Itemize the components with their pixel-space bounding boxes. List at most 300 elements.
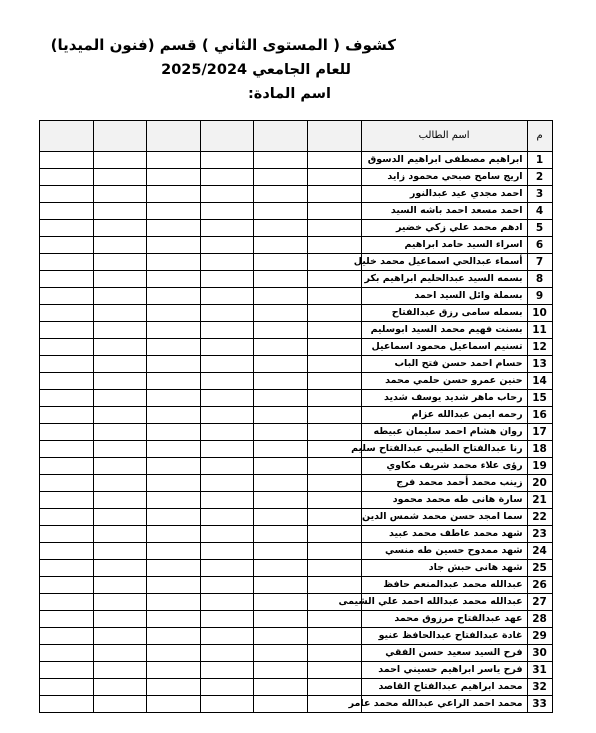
grade-cell[interactable] (147, 509, 201, 526)
student-name: زينب محمد أحمد محمد فرج (361, 475, 527, 492)
table-row (40, 696, 553, 713)
table-row (40, 305, 553, 322)
row-number: 23 (527, 526, 552, 543)
row-number: 30 (527, 645, 552, 662)
grade-cell[interactable] (93, 560, 147, 577)
grade-cell[interactable] (147, 560, 201, 577)
grade-cell[interactable] (254, 186, 308, 203)
grade-cell[interactable] (147, 662, 201, 679)
row-number: 29 (527, 628, 552, 645)
grade-cell[interactable] (254, 543, 308, 560)
student-name: شهد ممدوح حسين طه منسي (361, 543, 527, 560)
grade-cell[interactable] (40, 169, 94, 186)
grade-cell[interactable] (40, 203, 94, 220)
grade-cell[interactable] (307, 373, 361, 390)
grade-cell[interactable] (147, 220, 201, 237)
student-name: رحمه ايمن عبدالله عزام (361, 407, 527, 424)
student-name: بسمه السيد عبدالحليم ابراهيم بكر (361, 271, 527, 288)
grade-cell[interactable] (40, 390, 94, 407)
row-number: 7 (527, 254, 552, 271)
grade-cell[interactable] (40, 424, 94, 441)
table-row (40, 475, 553, 492)
grade-cell[interactable] (40, 271, 94, 288)
grade-cell[interactable] (307, 305, 361, 322)
grade-cell[interactable] (200, 288, 254, 305)
grade-cell[interactable] (40, 611, 94, 628)
grade-cell[interactable] (147, 237, 201, 254)
grade-cell[interactable] (147, 390, 201, 407)
grade-cell[interactable] (200, 407, 254, 424)
student-name: روان هشام احمد سليمان عبيطه (361, 424, 527, 441)
grade-cell[interactable] (93, 696, 147, 713)
row-number: 8 (527, 271, 552, 288)
table-row (40, 662, 553, 679)
column-header-blank (147, 121, 201, 152)
grade-cell[interactable] (93, 339, 147, 356)
table-row (40, 390, 553, 407)
grade-cell[interactable] (40, 526, 94, 543)
grade-cell[interactable] (40, 356, 94, 373)
grade-cell[interactable] (147, 203, 201, 220)
grade-cell[interactable] (254, 356, 308, 373)
grade-cell[interactable] (93, 271, 147, 288)
grade-cell[interactable] (40, 594, 94, 611)
student-name: عبدالله محمد عبدالله احمد علي الشيمى (361, 594, 527, 611)
grade-cell[interactable] (307, 288, 361, 305)
student-name: اسراء السيد حامد ابراهيم (361, 237, 527, 254)
grade-cell[interactable] (254, 611, 308, 628)
table-header-row (40, 121, 553, 152)
grade-cell[interactable] (147, 356, 201, 373)
column-header-blank (254, 121, 308, 152)
grade-cell[interactable] (307, 339, 361, 356)
grade-cell[interactable] (254, 594, 308, 611)
grade-cell[interactable] (40, 645, 94, 662)
grade-cell[interactable] (254, 169, 308, 186)
table-row (40, 645, 553, 662)
column-header-blank (200, 121, 254, 152)
grade-cell[interactable] (40, 560, 94, 577)
row-number: 14 (527, 373, 552, 390)
grade-cell[interactable] (40, 509, 94, 526)
grade-cell[interactable] (40, 288, 94, 305)
grade-cell[interactable] (93, 254, 147, 271)
table-row (40, 458, 553, 475)
grade-cell[interactable] (147, 186, 201, 203)
grade-cell[interactable] (200, 696, 254, 713)
grade-cell[interactable] (40, 441, 94, 458)
student-name: ادهم محمد علي زكي خضير (361, 220, 527, 237)
grade-cell[interactable] (93, 305, 147, 322)
grade-cell[interactable] (254, 288, 308, 305)
grade-cell[interactable] (40, 543, 94, 560)
grade-cell[interactable] (307, 492, 361, 509)
grade-cell[interactable] (254, 509, 308, 526)
table-row (40, 594, 553, 611)
grade-cell[interactable] (254, 628, 308, 645)
table-row (40, 611, 553, 628)
row-number: 17 (527, 424, 552, 441)
grade-cell[interactable] (254, 441, 308, 458)
table-row (40, 203, 553, 220)
grade-cell[interactable] (40, 492, 94, 509)
student-name: سما امجد حسن محمد شمس الدين (361, 509, 527, 526)
grade-cell[interactable] (40, 152, 94, 169)
grade-cell[interactable] (307, 645, 361, 662)
grade-cell[interactable] (200, 628, 254, 645)
grade-cell[interactable] (93, 186, 147, 203)
grade-cell[interactable] (307, 356, 361, 373)
grade-cell[interactable] (147, 577, 201, 594)
grade-cell[interactable] (254, 492, 308, 509)
grade-cell[interactable] (200, 441, 254, 458)
grade-cell[interactable] (93, 458, 147, 475)
grade-cell[interactable] (254, 696, 308, 713)
student-name: تسنيم اسماعيل محمود اسماعيل (361, 339, 527, 356)
grade-cell[interactable] (200, 560, 254, 577)
grade-cell[interactable] (254, 407, 308, 424)
grade-cell[interactable] (307, 424, 361, 441)
grade-cell[interactable] (307, 390, 361, 407)
student-name: رؤى علاء محمد شريف مكاوي (361, 458, 527, 475)
grade-cell[interactable] (93, 679, 147, 696)
grade-cell[interactable] (254, 322, 308, 339)
student-name: حنين عمرو حسن حلمي محمد (361, 373, 527, 390)
table-row (40, 407, 553, 424)
grade-cell[interactable] (93, 543, 147, 560)
document-header (0, 0, 596, 118)
table-row (40, 169, 553, 186)
grade-cell[interactable] (40, 237, 94, 254)
grade-cell[interactable] (93, 407, 147, 424)
grade-cell[interactable] (307, 611, 361, 628)
column-header-blank (307, 121, 361, 152)
column-header-student-name: اسم الطالب (361, 121, 527, 152)
student-name: فرح ياسر ابراهيم حسيني احمد (361, 662, 527, 679)
grade-cell[interactable] (307, 475, 361, 492)
grade-cell[interactable] (254, 237, 308, 254)
table-row (40, 424, 553, 441)
grade-cell[interactable] (254, 560, 308, 577)
grade-cell[interactable] (254, 305, 308, 322)
table-row (40, 186, 553, 203)
grade-cell[interactable] (40, 339, 94, 356)
grade-cell[interactable] (40, 679, 94, 696)
row-number: 26 (527, 577, 552, 594)
grade-cell[interactable] (200, 169, 254, 186)
grade-cell[interactable] (93, 492, 147, 509)
grade-cell[interactable] (93, 220, 147, 237)
row-number: 11 (527, 322, 552, 339)
grade-cell[interactable] (307, 509, 361, 526)
student-name: عبدالله محمد عبدالمنعم حافظ (361, 577, 527, 594)
grade-cell[interactable] (147, 305, 201, 322)
grade-cell[interactable] (147, 373, 201, 390)
grade-cell[interactable] (147, 475, 201, 492)
table-row (40, 288, 553, 305)
student-name: حسام احمد حسن فتح الباب (361, 356, 527, 373)
row-number: 21 (527, 492, 552, 509)
grade-cell[interactable] (147, 339, 201, 356)
student-name: محمد ابراهيم عبدالفتاح القاصد (361, 679, 527, 696)
grade-cell[interactable] (40, 305, 94, 322)
student-list-table-wrapper (39, 120, 552, 713)
grade-cell[interactable] (307, 679, 361, 696)
grade-cell[interactable] (40, 458, 94, 475)
grade-cell[interactable] (93, 509, 147, 526)
grade-cell[interactable] (147, 271, 201, 288)
grade-cell[interactable] (147, 594, 201, 611)
grade-cell[interactable] (307, 560, 361, 577)
grade-cell[interactable] (40, 628, 94, 645)
grade-cell[interactable] (307, 322, 361, 339)
row-number: 19 (527, 458, 552, 475)
student-name: محمد احمد الراعي عبدالله محمد عامر (361, 696, 527, 713)
grade-cell[interactable] (147, 645, 201, 662)
grade-cell[interactable] (147, 441, 201, 458)
grade-cell[interactable] (200, 424, 254, 441)
grade-cell[interactable] (254, 373, 308, 390)
grade-cell[interactable] (307, 543, 361, 560)
grade-cell[interactable] (200, 526, 254, 543)
grade-cell[interactable] (200, 543, 254, 560)
grade-cell[interactable] (93, 373, 147, 390)
grade-cell[interactable] (200, 509, 254, 526)
student-name: رنا عبدالفتاح الطيبي عبدالفتاح سليم (361, 441, 527, 458)
grade-cell[interactable] (254, 203, 308, 220)
grade-cell[interactable] (307, 458, 361, 475)
student-name: رحاب ماهر شديد يوسف شديد (361, 390, 527, 407)
grade-cell[interactable] (147, 543, 201, 560)
grade-cell[interactable] (200, 475, 254, 492)
grade-cell[interactable] (254, 662, 308, 679)
grade-cell[interactable] (40, 186, 94, 203)
student-name: احمد مسعد احمد باشه السيد (361, 203, 527, 220)
grade-cell[interactable] (93, 322, 147, 339)
grade-cell[interactable] (147, 696, 201, 713)
grade-cell[interactable] (200, 577, 254, 594)
student-name: أسماء عبدالحي اسماعيل محمد خليل (361, 254, 527, 271)
grade-cell[interactable] (200, 492, 254, 509)
row-number: 16 (527, 407, 552, 424)
grade-cell[interactable] (200, 356, 254, 373)
row-number: 12 (527, 339, 552, 356)
row-number: 4 (527, 203, 552, 220)
grade-cell[interactable] (307, 577, 361, 594)
grade-cell[interactable] (147, 169, 201, 186)
grade-cell[interactable] (93, 611, 147, 628)
grade-cell[interactable] (254, 577, 308, 594)
grade-cell[interactable] (254, 458, 308, 475)
student-name: شهد محمد عاطف محمد عبيد (361, 526, 527, 543)
grade-cell[interactable] (200, 594, 254, 611)
student-name: سارة هانى طه محمد محمود (361, 492, 527, 509)
grade-cell[interactable] (40, 475, 94, 492)
grade-cell[interactable] (147, 152, 201, 169)
table-row (40, 322, 553, 339)
grade-cell[interactable] (307, 237, 361, 254)
grade-cell[interactable] (254, 220, 308, 237)
grade-cell[interactable] (40, 373, 94, 390)
grade-cell[interactable] (93, 152, 147, 169)
grade-cell[interactable] (93, 288, 147, 305)
table-row (40, 628, 553, 645)
grade-cell[interactable] (93, 237, 147, 254)
grade-cell[interactable] (200, 254, 254, 271)
row-number: 33 (527, 696, 552, 713)
row-number: 18 (527, 441, 552, 458)
table-body (40, 152, 553, 713)
student-name: اريج سامح صبحي محمود زايد (361, 169, 527, 186)
student-name: فرح السيد سعيد حسن الفقي (361, 645, 527, 662)
grade-cell[interactable] (200, 645, 254, 662)
grade-cell[interactable] (200, 611, 254, 628)
row-number: 28 (527, 611, 552, 628)
table-row (40, 271, 553, 288)
grade-cell[interactable] (93, 594, 147, 611)
grade-cell[interactable] (40, 322, 94, 339)
grade-cell[interactable] (254, 475, 308, 492)
grade-cell[interactable] (307, 662, 361, 679)
grade-cell[interactable] (147, 492, 201, 509)
grade-cell[interactable] (307, 152, 361, 169)
student-list-table (39, 120, 553, 713)
grade-cell[interactable] (200, 322, 254, 339)
row-number: 5 (527, 220, 552, 237)
grade-cell[interactable] (147, 628, 201, 645)
table-row (40, 441, 553, 458)
row-number: 6 (527, 237, 552, 254)
grade-cell[interactable] (200, 390, 254, 407)
grade-cell[interactable] (254, 645, 308, 662)
grade-cell[interactable] (200, 458, 254, 475)
grade-cell[interactable] (147, 424, 201, 441)
grade-cell[interactable] (147, 254, 201, 271)
column-header-blank (40, 121, 94, 152)
grade-cell[interactable] (254, 390, 308, 407)
table-row (40, 543, 553, 560)
grade-cell[interactable] (200, 203, 254, 220)
grade-cell[interactable] (147, 322, 201, 339)
row-number: 1 (527, 152, 552, 169)
grade-cell[interactable] (93, 356, 147, 373)
row-number: 25 (527, 560, 552, 577)
column-header-blank (93, 121, 147, 152)
grade-cell[interactable] (147, 679, 201, 696)
grade-cell[interactable] (254, 679, 308, 696)
page-title: كشوف ( المستوى الثاني ) قسم (فنون الميديا) (50, 36, 396, 54)
grade-cell[interactable] (200, 220, 254, 237)
grade-cell[interactable] (93, 424, 147, 441)
student-name: شهد هانى حبش جاد (361, 560, 527, 577)
table-row (40, 560, 553, 577)
row-number: 31 (527, 662, 552, 679)
grade-cell[interactable] (147, 611, 201, 628)
grade-cell[interactable] (254, 526, 308, 543)
grade-cell[interactable] (254, 254, 308, 271)
table-row (40, 492, 553, 509)
grade-cell[interactable] (200, 237, 254, 254)
row-number: 13 (527, 356, 552, 373)
row-number: 20 (527, 475, 552, 492)
grade-cell[interactable] (93, 577, 147, 594)
grade-cell[interactable] (40, 662, 94, 679)
grade-cell[interactable] (307, 203, 361, 220)
grade-cell[interactable] (93, 203, 147, 220)
student-name: غادة عبدالفتاح عبدالحافظ عنيو (361, 628, 527, 645)
table-row (40, 509, 553, 526)
student-name: بسمله سامى رزق عبدالفتاح (361, 305, 527, 322)
grade-cell[interactable] (147, 526, 201, 543)
grade-cell[interactable] (93, 645, 147, 662)
grade-cell[interactable] (254, 339, 308, 356)
grade-cell[interactable] (200, 186, 254, 203)
grade-cell[interactable] (93, 628, 147, 645)
grade-cell[interactable] (40, 407, 94, 424)
grade-cell[interactable] (254, 424, 308, 441)
table-row (40, 356, 553, 373)
table-row (40, 339, 553, 356)
row-number: 9 (527, 288, 552, 305)
grade-cell[interactable] (147, 288, 201, 305)
grade-cell[interactable] (147, 458, 201, 475)
table-row (40, 220, 553, 237)
grade-cell[interactable] (200, 339, 254, 356)
grade-cell[interactable] (254, 271, 308, 288)
grade-cell[interactable] (93, 441, 147, 458)
table-row (40, 237, 553, 254)
grade-cell[interactable] (40, 696, 94, 713)
grade-cell[interactable] (40, 577, 94, 594)
student-name: بسنت فهيم محمد السيد ابوسليم (361, 322, 527, 339)
grade-cell[interactable] (307, 526, 361, 543)
row-number: 24 (527, 543, 552, 560)
table-row (40, 577, 553, 594)
grade-cell[interactable] (307, 407, 361, 424)
row-number: 10 (527, 305, 552, 322)
grade-cell[interactable] (147, 407, 201, 424)
grade-cell[interactable] (93, 526, 147, 543)
row-number: 15 (527, 390, 552, 407)
grade-cell[interactable] (307, 220, 361, 237)
grade-cell[interactable] (200, 305, 254, 322)
grade-cell[interactable] (200, 152, 254, 169)
grade-cell[interactable] (254, 152, 308, 169)
grade-cell[interactable] (307, 186, 361, 203)
grade-cell[interactable] (93, 169, 147, 186)
table-row (40, 526, 553, 543)
grade-cell[interactable] (307, 169, 361, 186)
row-number: 2 (527, 169, 552, 186)
student-name: احمد مجدي عيد عبدالنور (361, 186, 527, 203)
grade-cell[interactable] (200, 271, 254, 288)
student-name: بسملة وائل السيد احمد (361, 288, 527, 305)
table-row (40, 152, 553, 169)
grade-cell[interactable] (93, 662, 147, 679)
grade-cell[interactable] (93, 390, 147, 407)
grade-cell[interactable] (307, 628, 361, 645)
grade-cell[interactable] (307, 271, 361, 288)
grade-cell[interactable] (40, 220, 94, 237)
grade-cell[interactable] (93, 475, 147, 492)
grade-cell[interactable] (40, 254, 94, 271)
grade-cell[interactable] (200, 373, 254, 390)
academic-year: للعام الجامعي 2025/2024 (161, 62, 351, 78)
grade-cell[interactable] (200, 679, 254, 696)
table-row (40, 373, 553, 390)
column-header-number: م (527, 121, 552, 152)
grade-cell[interactable] (200, 662, 254, 679)
